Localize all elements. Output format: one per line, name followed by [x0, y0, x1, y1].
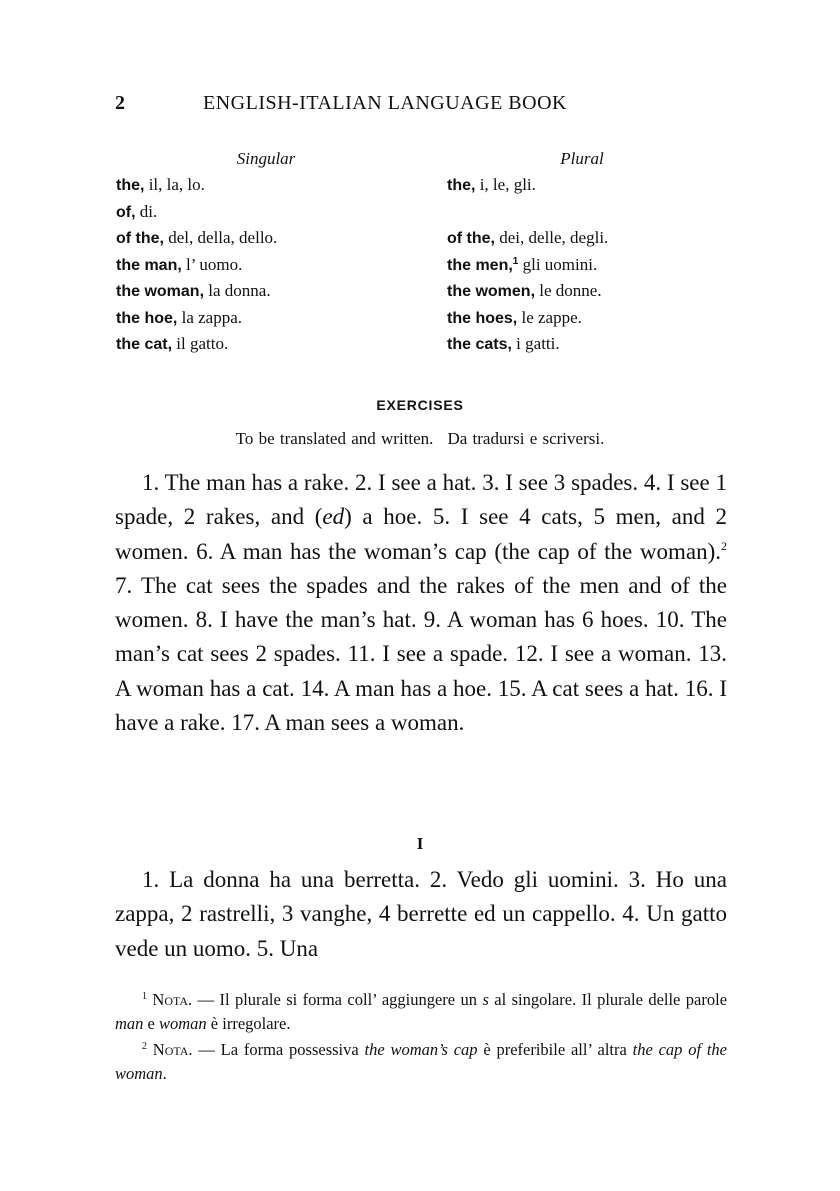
- book-title: ENGLISH-ITALIAN LANGUAGE BOOK: [203, 92, 567, 114]
- italian-exercise-paragraph: 1. La donna ha una berretta. 2. Vedo gli uomini. 3. Ho una zappa, 2 rastrelli, 3 vanghe, 4 berrette ed un cappello. 4. Un gatto vede un uomo. 5. Una: [115, 867, 727, 961]
- vocab-row: the woman, la donna.: [116, 281, 271, 300]
- section-numeral: I: [416, 834, 424, 853]
- vocab-row: the man, l’ uomo.: [116, 254, 243, 274]
- singular-heading: Singular: [236, 149, 296, 168]
- vocab-row: the men,$^1$ gli uomini.: [447, 254, 598, 274]
- page-number: 2: [115, 92, 126, 114]
- footnote-2: $^2$ Nota. — La forma possessiva the woman’s cap è preferibile all’ altra the cap of the woman.: [115, 1040, 728, 1083]
- footnote-1: $^1$ Nota. — Il plurale si forma coll’ aggiungere un s al singolare. Il plurale delle parole man e woman è irregolare.: [115, 990, 728, 1033]
- plural-heading: Plural: [560, 149, 604, 168]
- singular-column: [116, 146, 436, 358]
- vocab-row: the, il, la, lo.: [116, 175, 205, 194]
- vocab-row: the cats, i gatti.: [447, 334, 560, 353]
- vocab-row: of the, dei, delle, degli.: [447, 228, 609, 247]
- exercise-instructions: [0, 429, 840, 449]
- instruction-italian: Da tradursi e scriversi.: [447, 429, 605, 448]
- vocab-row: the women, le donne.: [447, 281, 602, 300]
- vocab-row: the hoe, la zappa.: [116, 307, 242, 327]
- plural-column: [447, 146, 737, 358]
- vocab-row: the cat, il gatto.: [116, 334, 229, 353]
- vocab-row: of the, del, della, dello.: [116, 228, 278, 247]
- english-exercise-paragraph: 1. The man has a rake. 2. I see a hat. 3. I see 3 spades. 4. I see 1 spade, 2 rakes, and (ed) a hoe. 5. I see 4 cats, 5 men, and 2 women. 6. A man has the woman’s cap (the cap of the woman).$^2$ 7. The cat sees the spades and the rakes of the men and of the women. 8. I have the man’s hat. 9. A woman has 6 hoes. 10. The man’s cat sees 2 spades. 11. I see a spade. 12. I see a woman. 13. A woman has a cat. 14. A man has a hoe. 15. A cat sees a hat. 16. I have a rake. 17. A man sees a woman.: [115, 470, 727, 736]
- vocab-row: the hoes, le zappe.: [447, 307, 582, 327]
- running-header: [115, 92, 725, 122]
- footnote-ref-2: 2: [721, 538, 727, 553]
- vocab-row: of, di.: [116, 201, 158, 221]
- instruction-english: To be translated and written.: [235, 429, 434, 448]
- exercises-heading: EXERCISES: [376, 397, 464, 413]
- vocab-row: the, i, le, gli.: [447, 175, 536, 194]
